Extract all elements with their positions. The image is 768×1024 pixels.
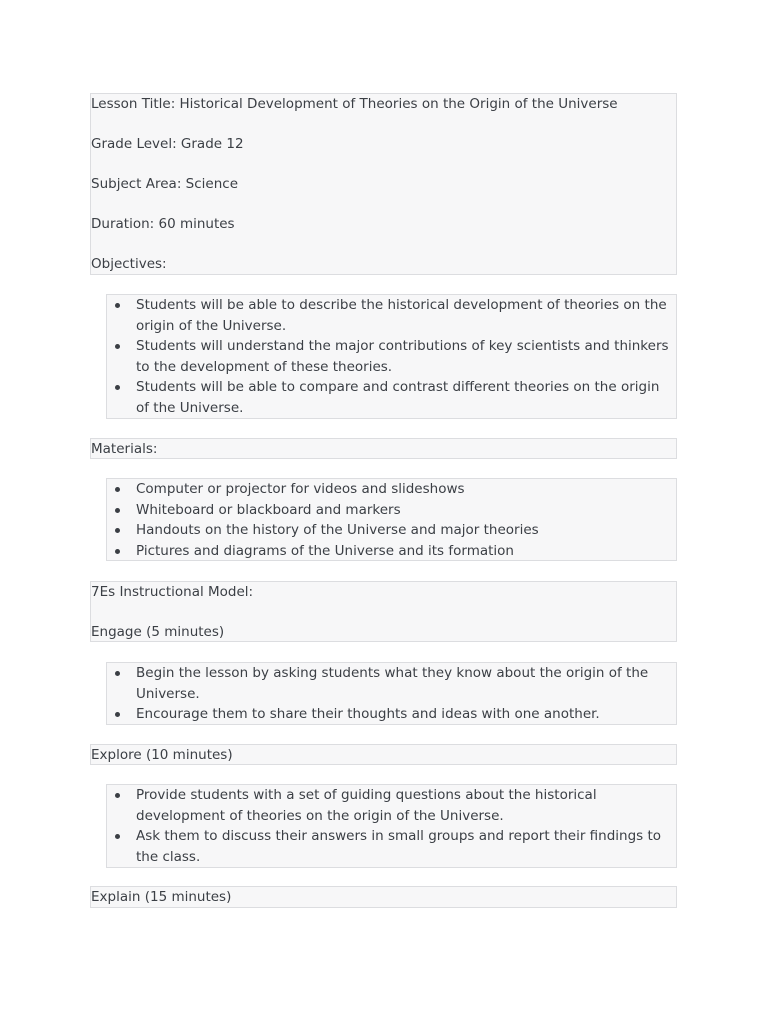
- grade-level: Grade Level: Grade 12: [91, 136, 244, 152]
- list-item: Students will understand the major contributions of key scientists and thinkers to the development of these theories.: [136, 336, 676, 377]
- list-item: Students will be able to compare and contrast different theories on the origin of the Universe.: [136, 377, 676, 418]
- model-heading: 7Es Instructional Model:: [91, 584, 254, 600]
- subject-area: Subject Area: Science: [91, 176, 238, 192]
- objectives-list-block: [106, 294, 677, 419]
- engage-list-block: [106, 662, 677, 725]
- list-item: Students will be able to describe the historical development of theories on the origin of the Universe.: [136, 295, 676, 336]
- explain-heading-block: [90, 886, 677, 908]
- engage-heading: Engage (5 minutes): [91, 624, 225, 640]
- materials-list: [107, 479, 676, 561]
- explore-heading-block: [90, 744, 677, 765]
- materials-heading-block: [90, 438, 677, 459]
- materials-list-block: [106, 478, 677, 561]
- list-item: Pictures and diagrams of the Universe and its formation: [136, 541, 676, 562]
- explore-heading: Explore (10 minutes): [91, 747, 233, 763]
- objectives-heading: Objectives:: [91, 256, 167, 272]
- list-item: Handouts on the history of the Universe and major theories: [136, 520, 676, 541]
- explore-list-block: [106, 784, 677, 868]
- explore-list: [107, 785, 676, 867]
- duration: Duration: 60 minutes: [91, 216, 235, 232]
- list-item: Provide students with a set of guiding questions about the historical development of theories on the origin of the Universe.: [136, 785, 676, 826]
- model-block: [90, 581, 677, 642]
- objectives-list: [107, 295, 676, 418]
- engage-list: [107, 663, 676, 725]
- explain-heading: Explain (15 minutes): [91, 889, 232, 905]
- list-item: Encourage them to share their thoughts and ideas with one another.: [136, 704, 676, 725]
- lesson-title: Lesson Title: Historical Development of Theories on the Origin of the Universe: [91, 96, 618, 112]
- list-item: Begin the lesson by asking students what they know about the origin of the Universe.: [136, 663, 676, 704]
- lesson-info-block: [90, 93, 677, 275]
- list-item: Whiteboard or blackboard and markers: [136, 500, 676, 521]
- list-item: Computer or projector for videos and slideshows: [136, 479, 676, 500]
- materials-heading: Materials:: [91, 441, 158, 457]
- list-item: Ask them to discuss their answers in small groups and report their findings to the class.: [136, 826, 676, 867]
